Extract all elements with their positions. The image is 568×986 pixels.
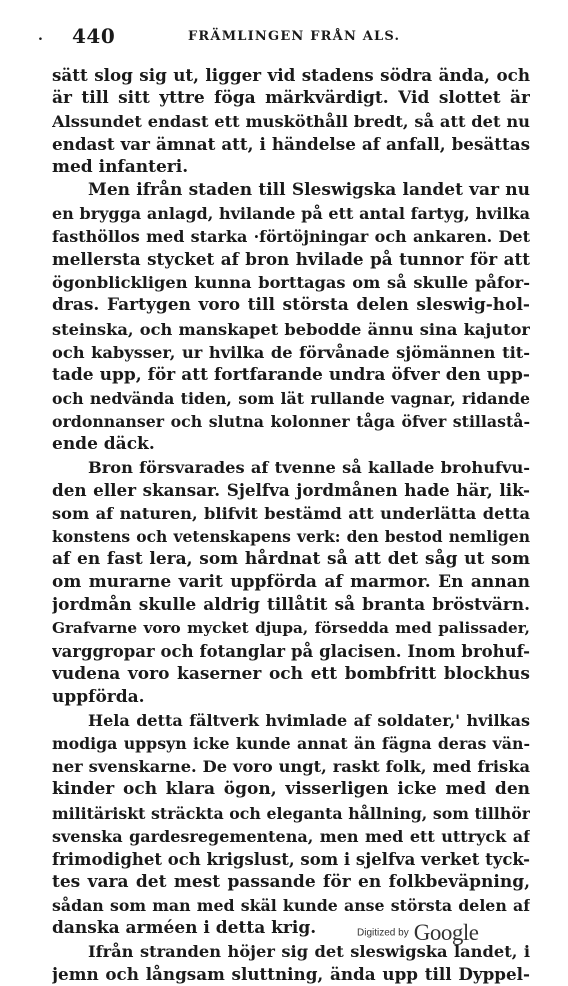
text-line: militäriskt sträckta och eleganta hållning, som tillhör [52, 803, 530, 823]
text-line: fasthöllos med starka ·förtöjningar och ankaren. Det [52, 227, 530, 247]
digitized-by-google-watermark [357, 920, 479, 950]
text-line: är till sitt yttre föga märkvärdigt. Vid slottet är [52, 88, 530, 109]
text-line: sådan som man med skäl kunde anse största delen af [52, 895, 530, 915]
text-line: Alssundet endast ett musköthåll bredt, så att det nu [52, 112, 530, 132]
text-line: ordonnanser och slutna kolonner tåga öfver stillastå- [52, 411, 530, 431]
text-line: frimodighet och krigslust, som i sjelfva verket tyck- [52, 849, 530, 869]
text-line: mellersta stycket af bron hvilade på tunnor för att [52, 249, 530, 270]
text-line: Men ifrån staden till Sleswigska landet var nu [88, 180, 530, 201]
text-line: Bron försvarades af tvenne så kallade brohufvu- [88, 457, 530, 477]
text-line: tade upp, för att fortfarande undra öfver den upp- [52, 364, 530, 385]
watermark-prefix: Digitized by [357, 927, 409, 939]
page-header [0, 24, 568, 50]
text-line: jordmån skulle aldrig tillåtit så branta bröstvärn. [52, 595, 530, 616]
text-line: med infanteri. [52, 157, 189, 178]
text-line: Hela detta fältverk hvimlade af soldater,' hvilkas [88, 711, 530, 731]
header-dot: . [38, 28, 43, 44]
google-logo: Google [413, 920, 479, 945]
text-line: ner svenskarne. De voro ungt, raskt folk, med friska [52, 757, 530, 777]
text-line: svenska gardesregementena, men med ett uttryck af [52, 826, 530, 846]
text-line: Ifrån stranden höjer sig det sleswigska landet, i [88, 941, 530, 961]
text-line: modiga uppsyn icke kunde annat än fägna deras vän- [52, 734, 530, 754]
text-line: och nedvända tiden, som lät rullande vagnar, ridande [52, 388, 530, 408]
text-line: endast var ämnat att, i händelse af anfall, besättas [52, 134, 530, 155]
text-line: sätt slog sig ut, ligger vid stadens södra ända, och [52, 65, 530, 85]
text-line: den eller skansar. Sjelfva jordmånen hade här, lik- [52, 479, 530, 500]
text-line: tes vara det mest passande för en folkbeväpning, [52, 871, 530, 892]
text-line: varggropar och fotanglar på glacisen. Inom brohuf- [52, 642, 530, 662]
running-title: FRÄMLINGEN FRÅN ALS. [188, 29, 401, 44]
text-line: och kabysser, ur hvilka de förvånade sjömännen tit- [52, 342, 530, 362]
text-line: om murarne varit uppförda af marmor. En annan [52, 572, 530, 593]
text-line: vudena voro kaserner och ett bombfritt blockhus [52, 664, 530, 685]
text-line: jemn och långsam sluttning, ända upp till Dyppel- [52, 963, 530, 984]
body-text [52, 64, 530, 986]
page-number: 440 [72, 24, 116, 48]
text-line: ende däck. [52, 433, 155, 454]
text-line: konstens och vetenskapens verk: den bestod nemligen [52, 526, 530, 546]
text-line: en brygga anlagd, hvilande på ett antal fartyg, hvilka [52, 204, 530, 224]
text-line: ögonblickligen kunna borttagas om så skulle påfor- [52, 273, 530, 293]
text-line: steinska, och manskapet bebodde ännu sina kajutor [52, 319, 530, 339]
text-line: danska arméen i detta krig. [52, 917, 317, 938]
text-line: uppförda. [52, 687, 145, 708]
text-line: kinder och klara ögon, visserligen icke med den [52, 779, 530, 800]
text-line: dras. Fartygen voro till största delen sleswig-hol- [52, 295, 530, 316]
text-line: som af naturen, blifvit bestämd att underlätta detta [52, 503, 530, 523]
text-line: af en fast lera, som hårdnat så att det såg ut som [52, 548, 530, 569]
text-line: Grafvarne voro mycket djupa, försedda med palissader, [52, 619, 530, 638]
